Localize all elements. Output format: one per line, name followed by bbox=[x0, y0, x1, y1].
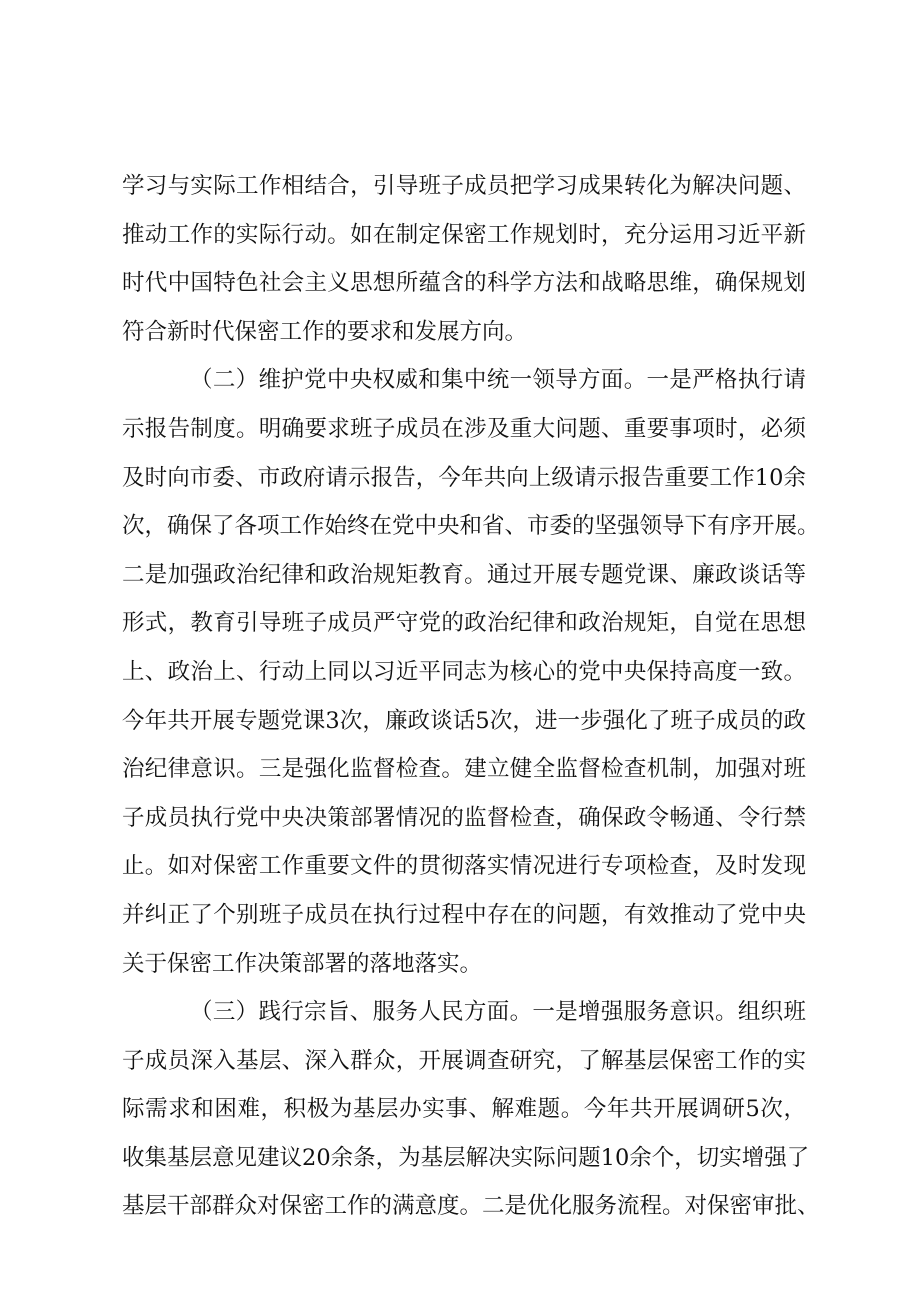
text-line: 关于保密工作决策部署的落地落实。 bbox=[122, 950, 483, 977]
text-line: 收集基层意见建议20余条，为基层解决实际问题10余个，切实增强了 bbox=[122, 1144, 810, 1171]
document-body bbox=[122, 162, 820, 1231]
text-line: 形式，教育引导班子成员严守党的政治纪律和政治规矩，自觉在思想 bbox=[122, 610, 806, 637]
text-line: 治纪律意识。三是强化监督检查。建立健全监督检查机制，加强对班 bbox=[122, 756, 806, 783]
text-line: 基层干部群众对保密工作的满意度。二是优化服务流程。对保密审批、 bbox=[122, 1193, 820, 1220]
text-line: 止。如对保密工作重要文件的贯彻落实情况进行专项检查，及时发现 bbox=[122, 853, 806, 880]
text-line: 时代中国特色社会主义思想所蕴含的科学方法和战略思维，确保规划 bbox=[122, 270, 806, 297]
text-line: 及时向市委、市政府请示报告，今年共向上级请示报告重要工作10余 bbox=[122, 464, 806, 491]
text-line: 并纠正了个别班子成员在执行过程中存在的问题，有效推动了党中央 bbox=[122, 901, 806, 928]
text-line: 子成员执行党中央决策部署情况的监督检查，确保政令畅通、令行禁 bbox=[122, 804, 806, 831]
text-line: 二是加强政治纪律和政治规矩教育。通过开展专题党课、廉政谈话等 bbox=[122, 561, 806, 588]
text-line: 学习与实际工作相结合，引导班子成员把学习成果转化为解决问题、 bbox=[122, 173, 806, 199]
text-line: 上、政治上、行动上同以习近平同志为核心的党中央保持高度一致。 bbox=[122, 658, 806, 685]
paragraph-serve-people bbox=[122, 988, 820, 1231]
text-line: （二）维护党中央权威和集中统一领导方面。一是严格执行请 bbox=[190, 367, 806, 394]
text-line: 际需求和困难，积极为基层办实事、解难题。今年共开展调研5次， bbox=[122, 1096, 806, 1123]
text-line: 推动工作的实际行动。如在制定保密工作规划时，充分运用习近平新 bbox=[122, 221, 806, 248]
paragraph-central-authority bbox=[122, 356, 820, 988]
text-line: 次，确保了各项工作始终在党中央和省、市委的坚强领导下有序开展。 bbox=[122, 513, 820, 540]
text-line: 示报告制度。明确要求班子成员在涉及重大问题、重要事项时，必须 bbox=[122, 415, 806, 442]
text-line: 符合新时代保密工作的要求和发展方向。 bbox=[122, 318, 528, 345]
text-line: 子成员深入基层、深入群众，开展调查研究，了解基层保密工作的实 bbox=[122, 1047, 806, 1074]
text-line: （三）践行宗旨、服务人民方面。一是增强服务意识。组织班 bbox=[190, 999, 806, 1026]
text-line: 今年共开展专题党课3次，廉政谈话5次，进一步强化了班子成员的政 bbox=[122, 707, 806, 734]
paragraph-study-application bbox=[122, 162, 806, 356]
